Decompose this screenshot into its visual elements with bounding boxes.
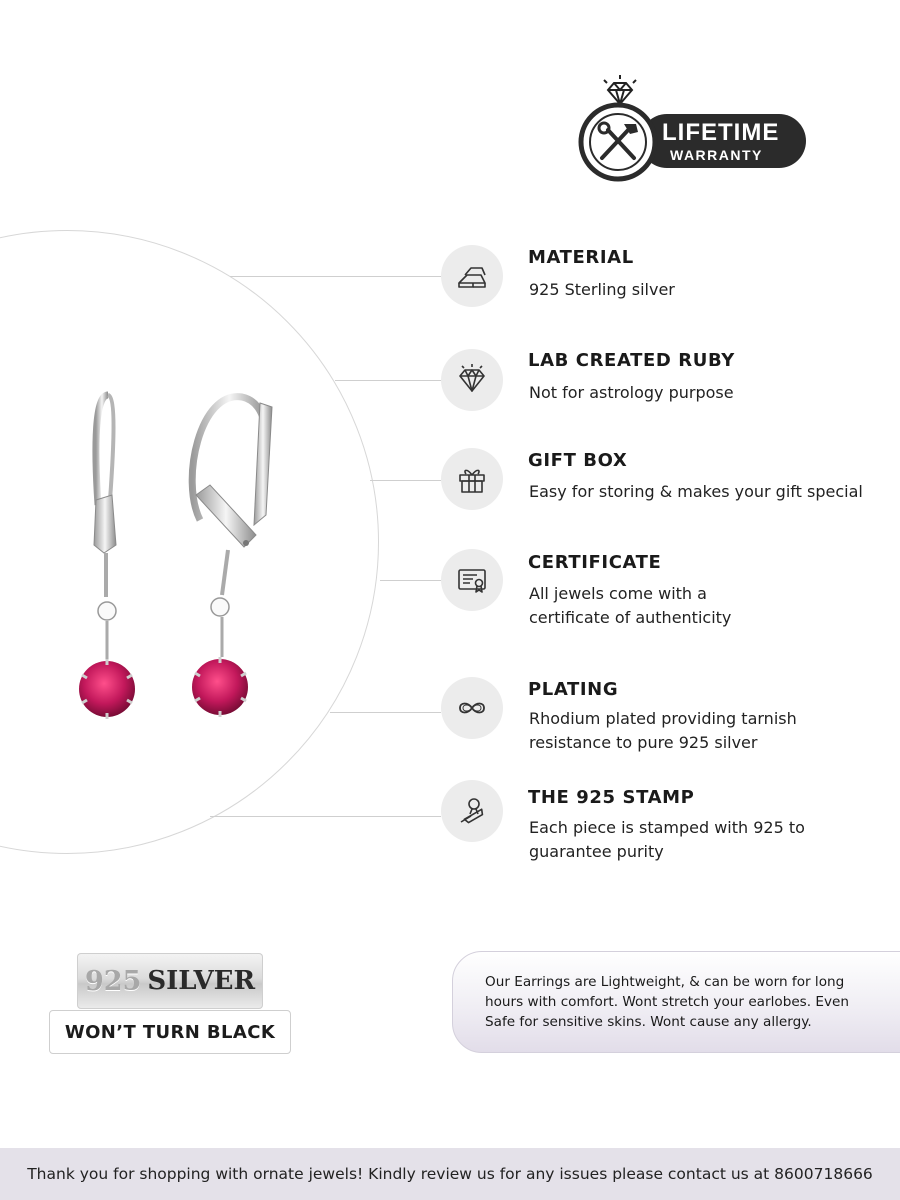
feature-desc-stamp-line2: guarantee purity [529, 842, 664, 861]
stamp-icon [441, 780, 503, 842]
feature-desc-stamp-line1: Each piece is stamped with 925 to [529, 818, 805, 837]
feature-title-certificate: CERTIFICATE [528, 552, 662, 573]
feature-title-ruby: LAB CREATED RUBY [528, 350, 735, 371]
connector-plating [330, 712, 441, 713]
feature-desc-gift-box: Easy for storing & makes your gift special [529, 482, 863, 501]
ruby-earrings-image [60, 385, 290, 735]
feature-desc-plating-line1: Rhodium plated providing tarnish [529, 709, 797, 728]
warranty-line1: LIFETIME [662, 119, 780, 146]
connector-ruby [335, 380, 441, 381]
feature-desc-plating-line2: resistance to pure 925 silver [529, 733, 758, 752]
connector-material [230, 276, 441, 277]
warranty-line2: WARRANTY [670, 147, 763, 163]
feature-title-stamp: THE 925 STAMP [528, 787, 695, 808]
comfort-note-line3: Safe for sensitive skins. Wont cause any allergy. [485, 1014, 812, 1030]
connector-gift-box [370, 480, 441, 481]
connector-certificate [380, 580, 441, 581]
feature-title-material: MATERIAL [528, 247, 634, 268]
feature-title-plating: PLATING [528, 679, 619, 700]
feature-desc-ruby: Not for astrology purpose [529, 383, 734, 402]
silver-bar-icon [441, 245, 503, 307]
feature-desc-certificate-line2: certificate of authenticity [529, 608, 732, 627]
comfort-note-line2: hours with comfort. Wont stretch your earlobes. Even [485, 994, 850, 1010]
silver-badge-word: SILVER [147, 966, 256, 996]
connector-stamp [210, 816, 441, 817]
gift-box-icon [441, 448, 503, 510]
footer-thank-you-banner: Thank you for shopping with ornate jewels! Kindly review us for any issues please contact us at 8600718666 [0, 1148, 900, 1200]
warranty-emblem-icon [578, 74, 810, 186]
silver-925-badge [77, 953, 263, 1009]
infinity-icon [441, 677, 503, 739]
certificate-icon [441, 549, 503, 611]
diamond-icon [441, 349, 503, 411]
feature-desc-certificate-line1: All jewels come with a [529, 584, 707, 603]
comfort-note-line1: Our Earrings are Lightweight, & can be worn for long [485, 974, 845, 990]
feature-desc-material: 925 Sterling silver [529, 280, 675, 299]
lifetime-warranty-badge [578, 74, 810, 186]
feature-title-gift-box: GIFT BOX [528, 450, 628, 471]
comfort-note [452, 951, 900, 1053]
wont-turn-black-label: WON’T TURN BLACK [49, 1010, 291, 1054]
silver-badge-number: 925 [84, 965, 142, 997]
